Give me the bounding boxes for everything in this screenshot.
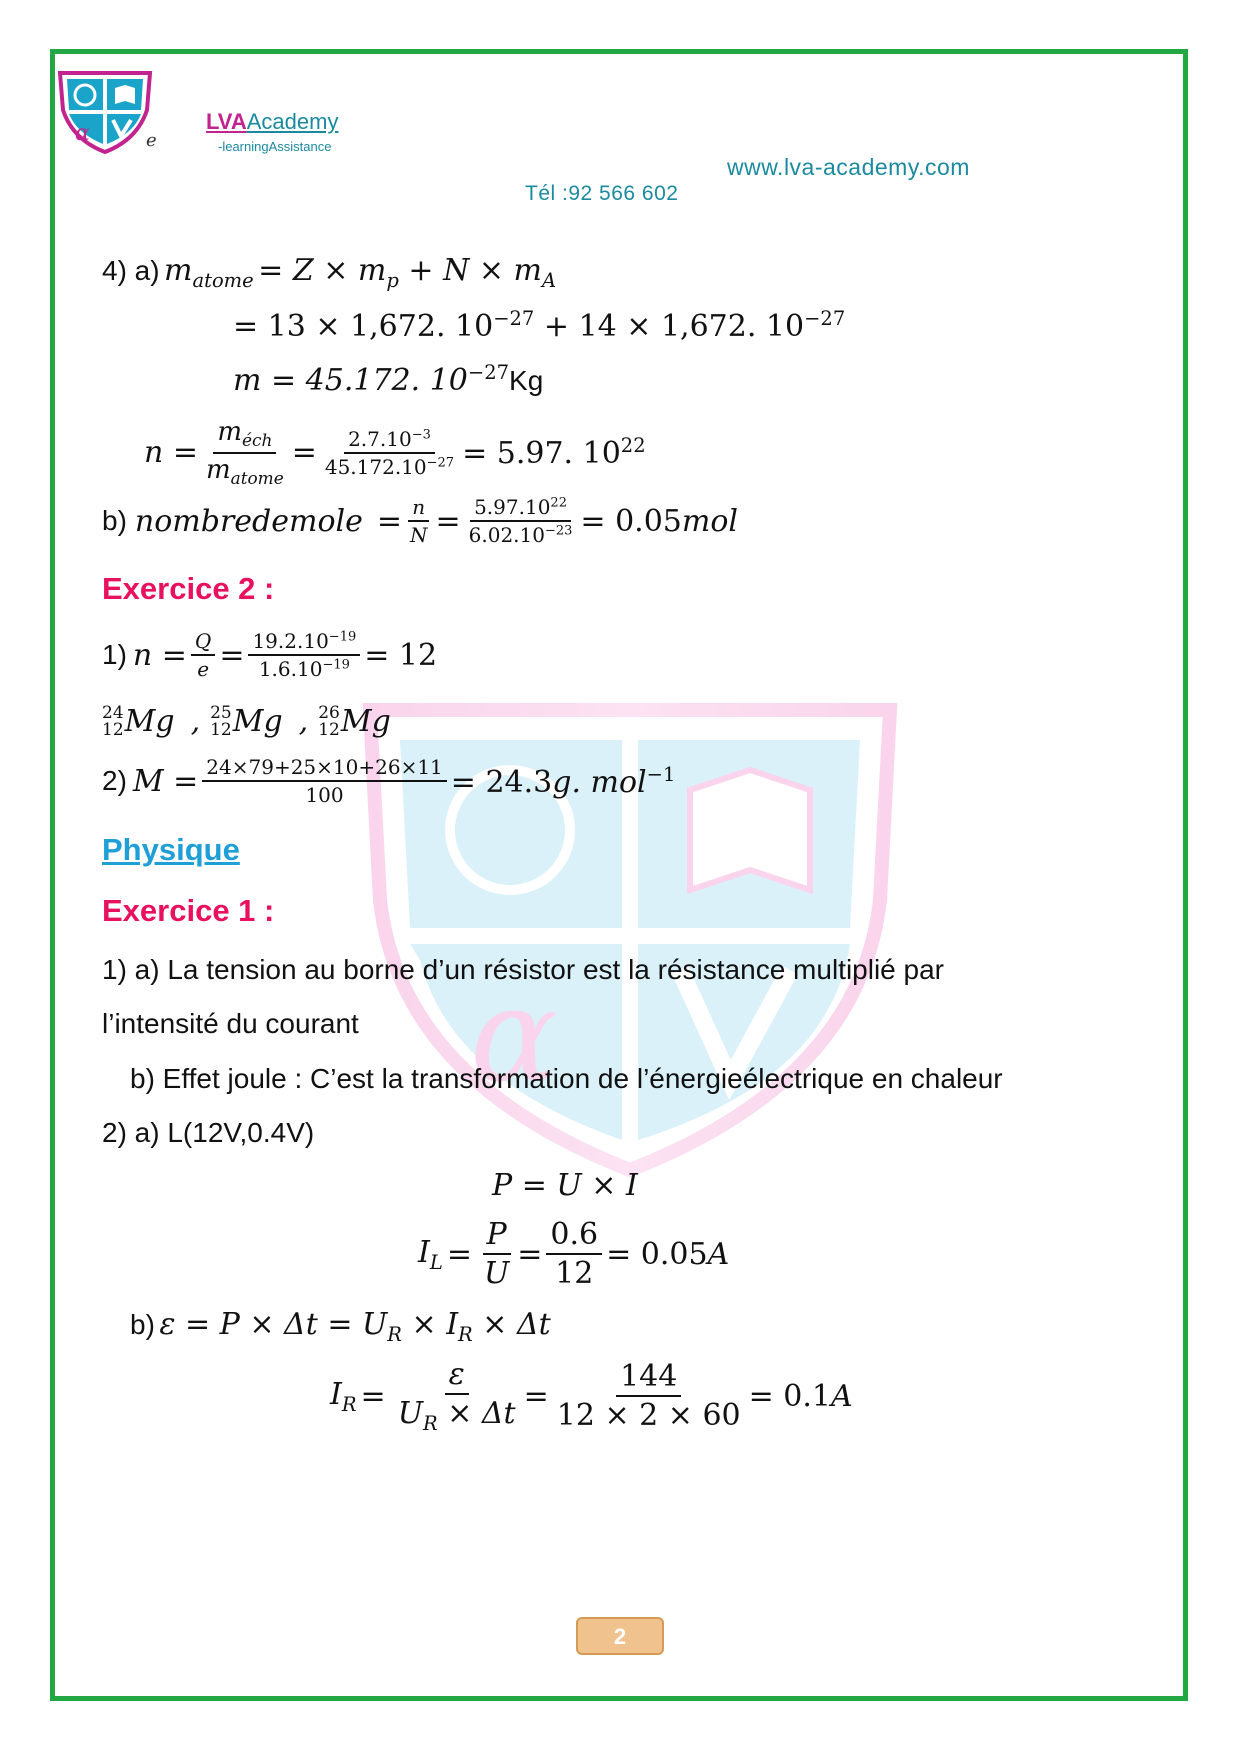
chem-q4a-line3: m = 45.172. $10^{-27}Kg$ (233, 361, 544, 398)
b-fraction-1: $\frac{n}{N}$ (410, 495, 428, 547)
mg-isotopes: 24 12 Mg , 25 12 Mg , 26 12 Mg (102, 702, 391, 740)
b-fraction-2: $\frac{5.97.10^{22}}{6.02.10^{-23}}$ (468, 495, 573, 547)
phys-q2b: b) $\varepsilon = P \times \Delta t = U_R \times I_R \times \Delta t$ (130, 1307, 551, 1346)
chem-q4a-line2: = 13 × 1,672. $10^{-27} + 14 \times 1,672$. $10^{-27}$ (233, 307, 846, 344)
ex2-q2: 2) M = $\frac{24\times 79+25\times 10+26\times 11}{100}$ = 24.3g. mol$^{-1}$ (102, 755, 676, 807)
isotope-mg-26: 26 12 Mg (318, 702, 391, 740)
phys-q1b: b) Effet joule : C’est la transformation de l’énergieélectrique en chaleur (130, 1063, 1003, 1094)
n-fraction-2: $\frac{2.7.10^{-3}}{45.172.10^{-27}}$ (324, 426, 455, 479)
phys-q1a-line2: l’intensité du courant (102, 1008, 359, 1039)
exercise-2-heading: Exercice 2 : (102, 571, 275, 606)
power-equation: P = U × I (492, 1168, 638, 1203)
brand-lva: LVA (206, 109, 247, 134)
page-number-badge: 2 (576, 1617, 664, 1655)
phys-q2a: 2) a) L(12V,0.4V) (102, 1117, 315, 1148)
isotope-mg-24: 24 12 Mg (102, 702, 175, 740)
il-fraction-1: $\frac{P}{U}$ (483, 1217, 510, 1291)
physique-exercise-1-heading: Exercice 1 : (102, 893, 275, 928)
q2-fraction: $\frac{24\times 79+25\times 10+26\times 11}{100}$ (202, 756, 446, 806)
physique-heading: Physique (102, 832, 240, 867)
logo-e-letter: e (146, 130, 157, 151)
phone-number: Tél :92 566 602 (525, 182, 679, 205)
n-fraction-1: $\frac{m_{éch}}{m_{atome}}$ (206, 417, 284, 488)
q1-fraction-2: $\frac{19.2.10^{-19}}{1.6.10^{-19}}$ (248, 630, 360, 680)
website-link[interactable]: www.lva-academy.com (727, 154, 970, 180)
chem-q4b: b) nombredemole = $\frac{n}{N}$ = $\frac{5.97.10^{22}}{6.02.10^{-23}}$ = 0.05mol (102, 495, 739, 547)
chem-n-equation: n = $\frac{m_{éch}}{m_{atome}}$ = $\frac{2.7.10^{-3}}{45.172.10^{-27}}$ = 5.97. $10^{22}$ (144, 417, 646, 488)
il-fraction-2: $\frac{0.6}{12}$ (546, 1218, 602, 1290)
brand-academy: Academy (246, 109, 339, 134)
il-equation: $I_L$ = $\frac{P}{U}$ = $\frac{0.6}{12}$ = 0.05A (418, 1217, 730, 1291)
isotope-mg-25: 25 12 Mg (210, 702, 283, 740)
lva-logo-icon (57, 70, 153, 154)
svg-text:α: α (75, 121, 90, 146)
chem-q4a-line1: 4) a) $m_{atome} = Z \times m_p + N \times m_A$ (102, 253, 557, 292)
ir-fraction-1: $\frac{\varepsilon}{U_R \times \Delta t}$ (397, 1357, 516, 1435)
svg-text:α: α (470, 959, 558, 1111)
brand-name (206, 109, 338, 135)
phys-q1a-line1: 1) a) La tension au borne d’un résistor est la résistance multiplié par (102, 954, 944, 985)
brand-tagline: -learningAssistance (218, 139, 332, 154)
ex2-q1: 1) n = $\frac{Q}{e}$ = $\frac{19.2.10^{-19}}{1.6.10^{-19}}$ = 12 (102, 629, 438, 681)
ir-fraction-2: $\frac{144}{12 \times 2 \times 60}$ (556, 1359, 741, 1434)
ir-equation: $I_R$ = $\frac{\varepsilon}{U_R \times \Delta t}$ = $\frac{144}{12 \times 2 \times 60}$ = 0.1A (330, 1357, 853, 1435)
q1-fraction-1: $\frac{Q}{e}$ (191, 630, 215, 680)
